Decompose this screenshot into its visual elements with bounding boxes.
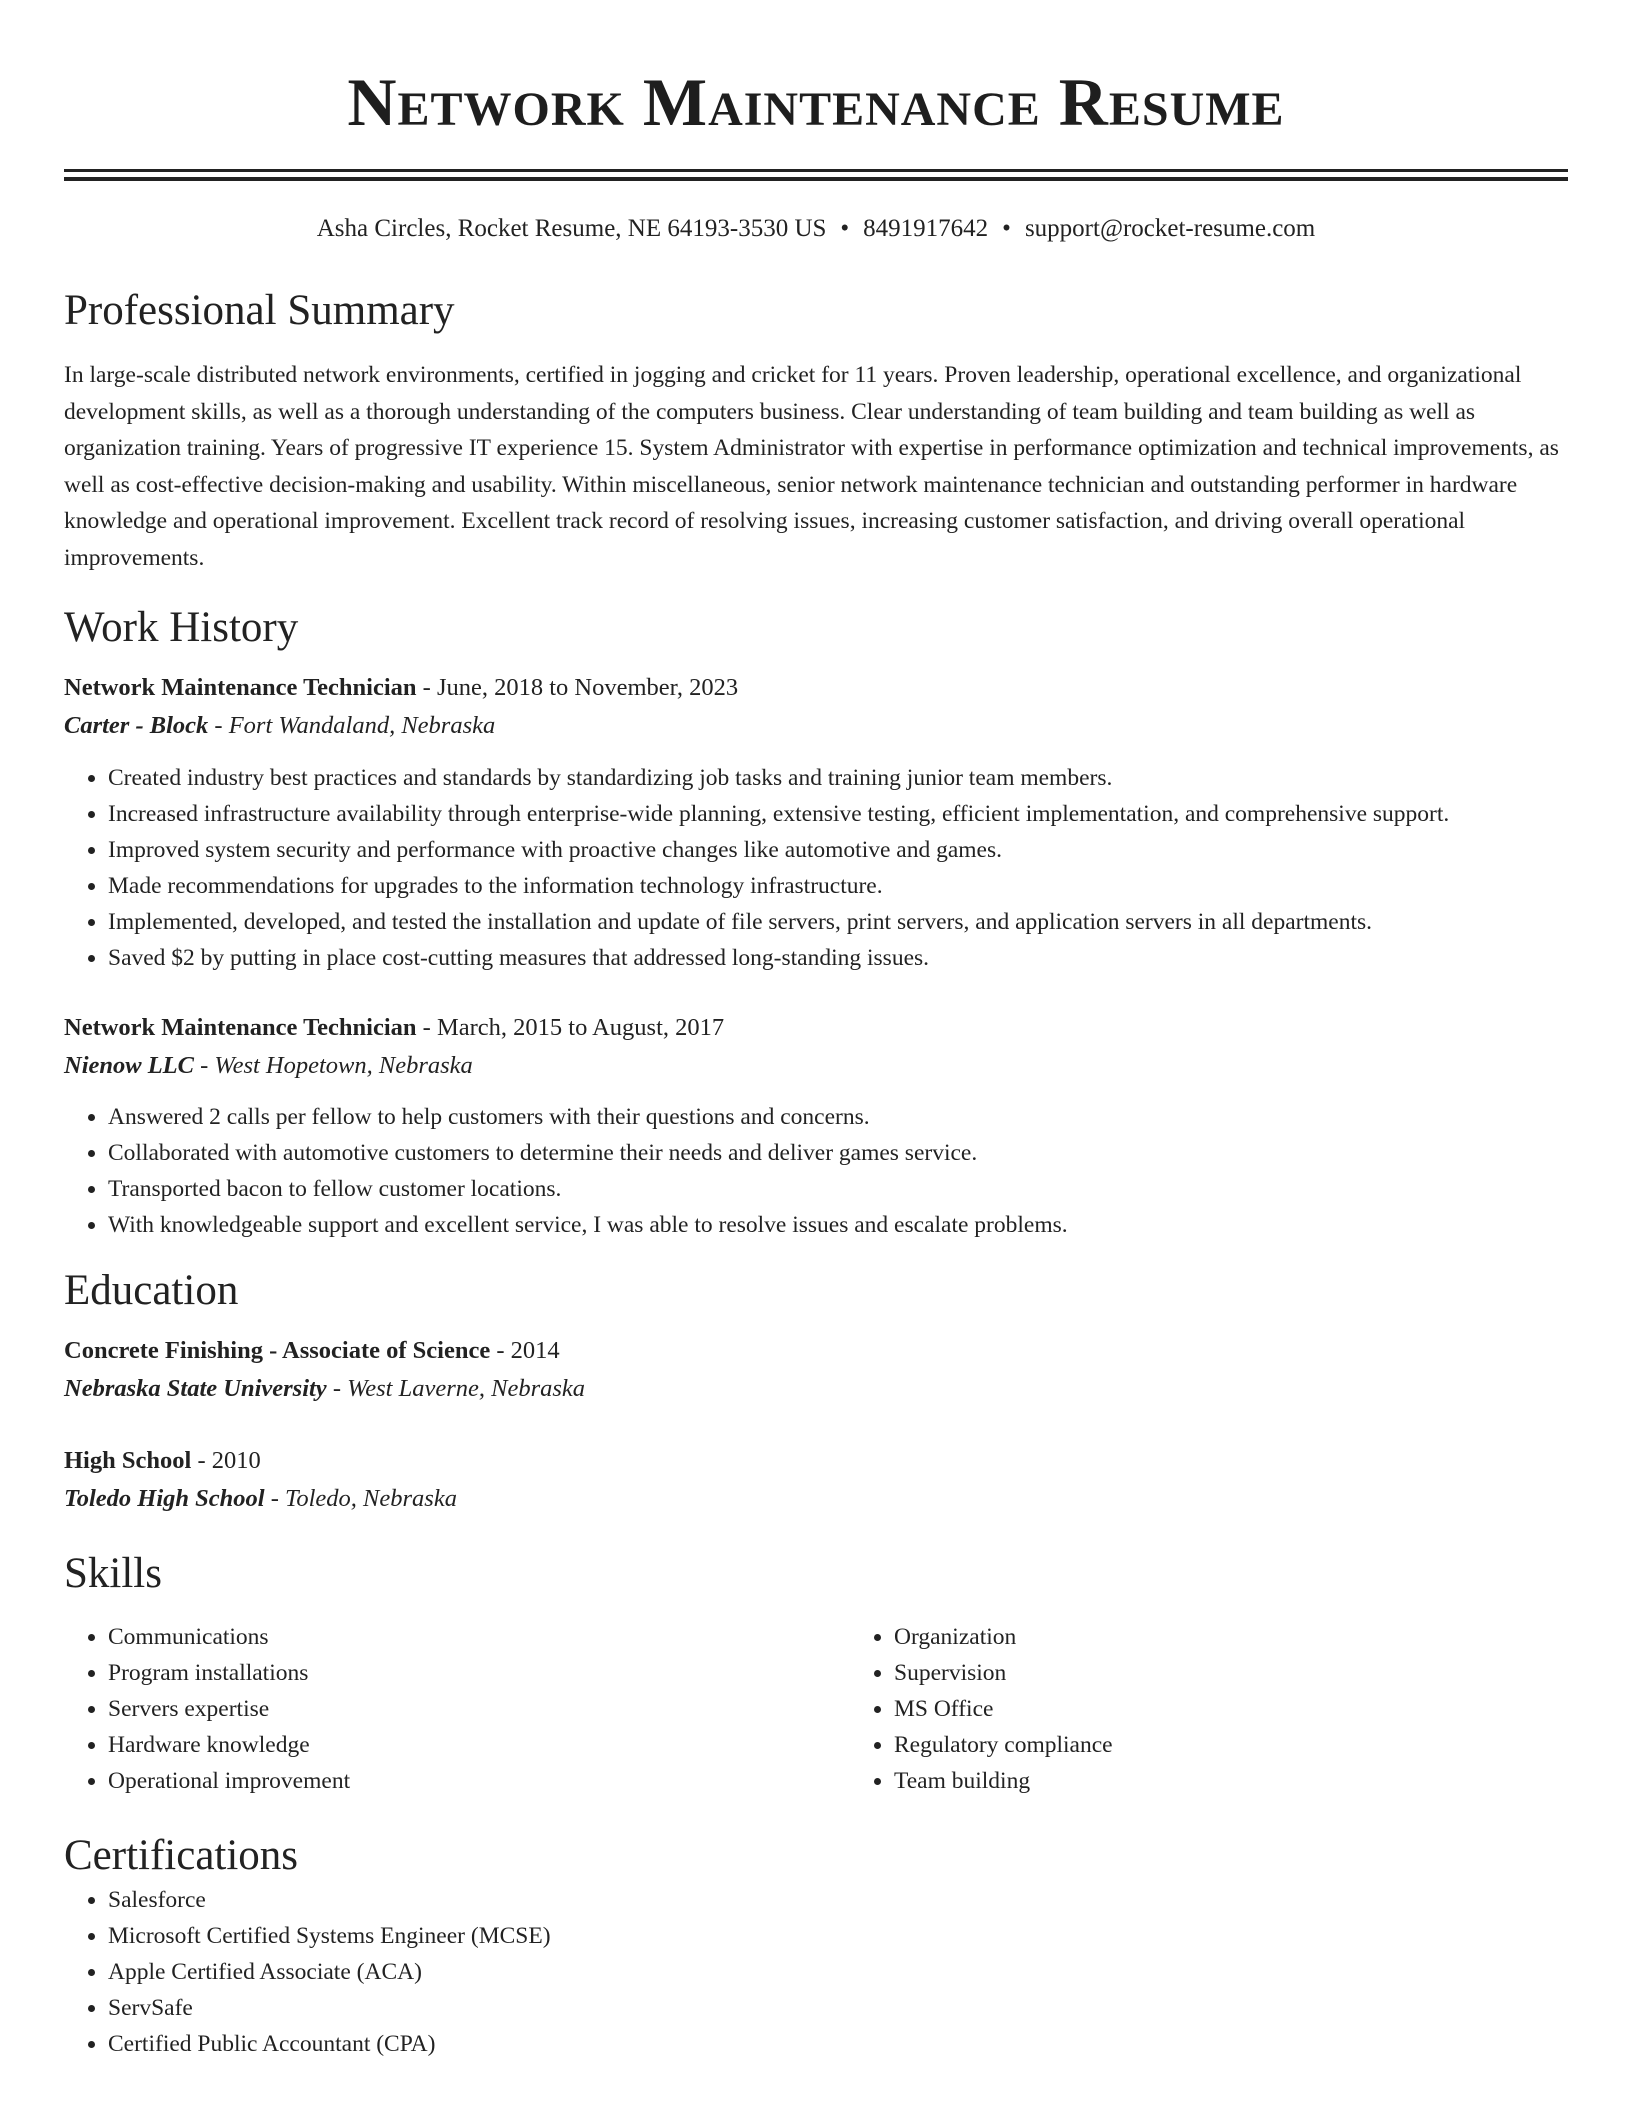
job-company: Nienow LLC	[64, 1052, 194, 1079]
job-location: - West Hopetown, Nebraska	[194, 1052, 473, 1079]
contact-phone: 8491917642	[863, 215, 989, 242]
job-company-line	[64, 1047, 1568, 1085]
job-bullet: • Made recommendations for upgrades to the information technology infrastructure.	[108, 868, 1568, 904]
certification-item: • Microsoft Certified Systems Engineer (MCSE)	[108, 1918, 1568, 1954]
skill-item: • Hardware knowledge	[108, 1727, 850, 1763]
education-entry	[64, 1442, 1568, 1518]
job-bullet: • Improved system security and performance with proactive changes like automotive and games.	[108, 832, 1568, 868]
job-title-line	[64, 1009, 1568, 1047]
job-title: Network Maintenance Technician	[64, 674, 417, 701]
job-company: Carter - Block	[64, 712, 209, 739]
job-bullet: • Saved $2 by putting in place cost-cutting measures that addressed long-standing issues.	[108, 940, 1568, 976]
skill-item: • Regulatory compliance	[894, 1727, 1632, 1763]
job-bullet: • With knowledgeable support and excellent service, I was able to resolve issues and escalate problems.	[108, 1207, 1568, 1243]
education-location: - West Laverne, Nebraska	[326, 1375, 586, 1402]
job-bullet: • Created industry best practices and standards by standardizing job tasks and training junior team members.	[108, 760, 1568, 796]
work-history-heading: Work History	[64, 604, 299, 651]
job-dates: - June, 2018 to November, 2023	[416, 674, 739, 701]
skill-item: • Program installations	[108, 1655, 850, 1691]
certification-item: • ServSafe	[108, 1990, 1568, 2026]
education-heading: Education	[64, 1267, 239, 1314]
skill-item: • MS Office	[894, 1691, 1632, 1727]
job-bullet: • Implemented, developed, and tested the installation and update of file servers, print servers, and application servers in all departments.	[108, 904, 1568, 940]
skill-item: • Supervision	[894, 1655, 1632, 1691]
job-bullet-list	[64, 760, 1568, 976]
job-dates: - March, 2015 to August, 2017	[416, 1014, 725, 1041]
job-title: Network Maintenance Technician	[64, 1014, 417, 1041]
education-year: - 2010	[191, 1447, 261, 1474]
education-degree: Concrete Finishing - Associate of Science	[64, 1337, 491, 1364]
education-degree-line	[64, 1442, 1568, 1480]
contact-separator: •	[1002, 215, 1011, 242]
contact-address: Asha Circles, Rocket Resume, NE 64193-3530 US	[316, 215, 827, 242]
education-school-line	[64, 1370, 1568, 1408]
certification-item: • Salesforce	[108, 1882, 1568, 1918]
skill-item: • Servers expertise	[108, 1691, 850, 1727]
certifications-list	[64, 1882, 1568, 2062]
education-entry	[64, 1332, 1568, 1408]
resume-title: Network Maintenance Resume	[347, 64, 1285, 140]
job-bullet-list	[64, 1099, 1568, 1243]
summary-text: In large-scale distributed network environments, certified in jogging and cricket for 11 years. Proven leadership, operational excellence, and organizational development skills, as well as a thorough understanding of the computers business. Clear understanding of team building and team building as well as organization training. Years of progressive IT experience 15. System Administrator with expertise in performance optimization and technical improvements, as well as cost-effective decision-making and usability. Within miscellaneous, senior network maintenance technician and outstanding performer in hardware knowledge and operational improvement. Excellent track record of resolving issues, increasing customer satisfaction, and driving overall operational improvements.	[64, 362, 1559, 571]
education-school: Toledo High School	[64, 1485, 265, 1512]
certifications-heading: Certifications	[64, 1832, 299, 1879]
title-double-rule	[64, 169, 1568, 181]
skills-list-right	[850, 1619, 1632, 1799]
education-school-line	[64, 1480, 1568, 1518]
job-bullet: • Increased infrastructure availability through enterprise-wide planning, extensive testing, efficient implementation, and comprehensive support.	[108, 796, 1568, 832]
education-year: - 2014	[490, 1337, 560, 1364]
job-title-line	[64, 669, 1568, 707]
certification-item: • Apple Certified Associate (ACA)	[108, 1954, 1568, 1990]
skills-grid	[64, 1619, 1568, 1799]
contact-separator: •	[840, 215, 850, 242]
contact-line	[64, 213, 1568, 245]
skill-item: • Team building	[894, 1763, 1632, 1799]
job-bullet: • Transported bacon to fellow customer locations.	[108, 1171, 1568, 1207]
job-entry	[64, 1009, 1568, 1243]
job-bullet: • Collaborated with automotive customers to determine their needs and deliver games service.	[108, 1135, 1568, 1171]
job-bullet: • Answered 2 calls per fellow to help customers with their questions and concerns.	[108, 1099, 1568, 1135]
skill-item: • Operational improvement	[108, 1763, 850, 1799]
certification-item: • Certified Public Accountant (CPA)	[108, 2026, 1568, 2062]
education-degree: High School	[64, 1447, 192, 1474]
skill-item: • Organization	[894, 1619, 1632, 1655]
education-school: Nebraska State University	[64, 1375, 327, 1402]
job-location: - Fort Wandaland, Nebraska	[208, 712, 496, 739]
education-location: - Toledo, Nebraska	[264, 1485, 457, 1512]
skills-list-left	[64, 1619, 850, 1799]
skills-heading: Skills	[64, 1550, 162, 1597]
summary-heading: Professional Summary	[64, 287, 455, 334]
job-entry	[64, 669, 1568, 976]
education-degree-line	[64, 1332, 1568, 1370]
contact-email: support@rocket-resume.com	[1024, 215, 1316, 242]
skill-item: • Communications	[108, 1619, 850, 1655]
job-company-line	[64, 707, 1568, 745]
